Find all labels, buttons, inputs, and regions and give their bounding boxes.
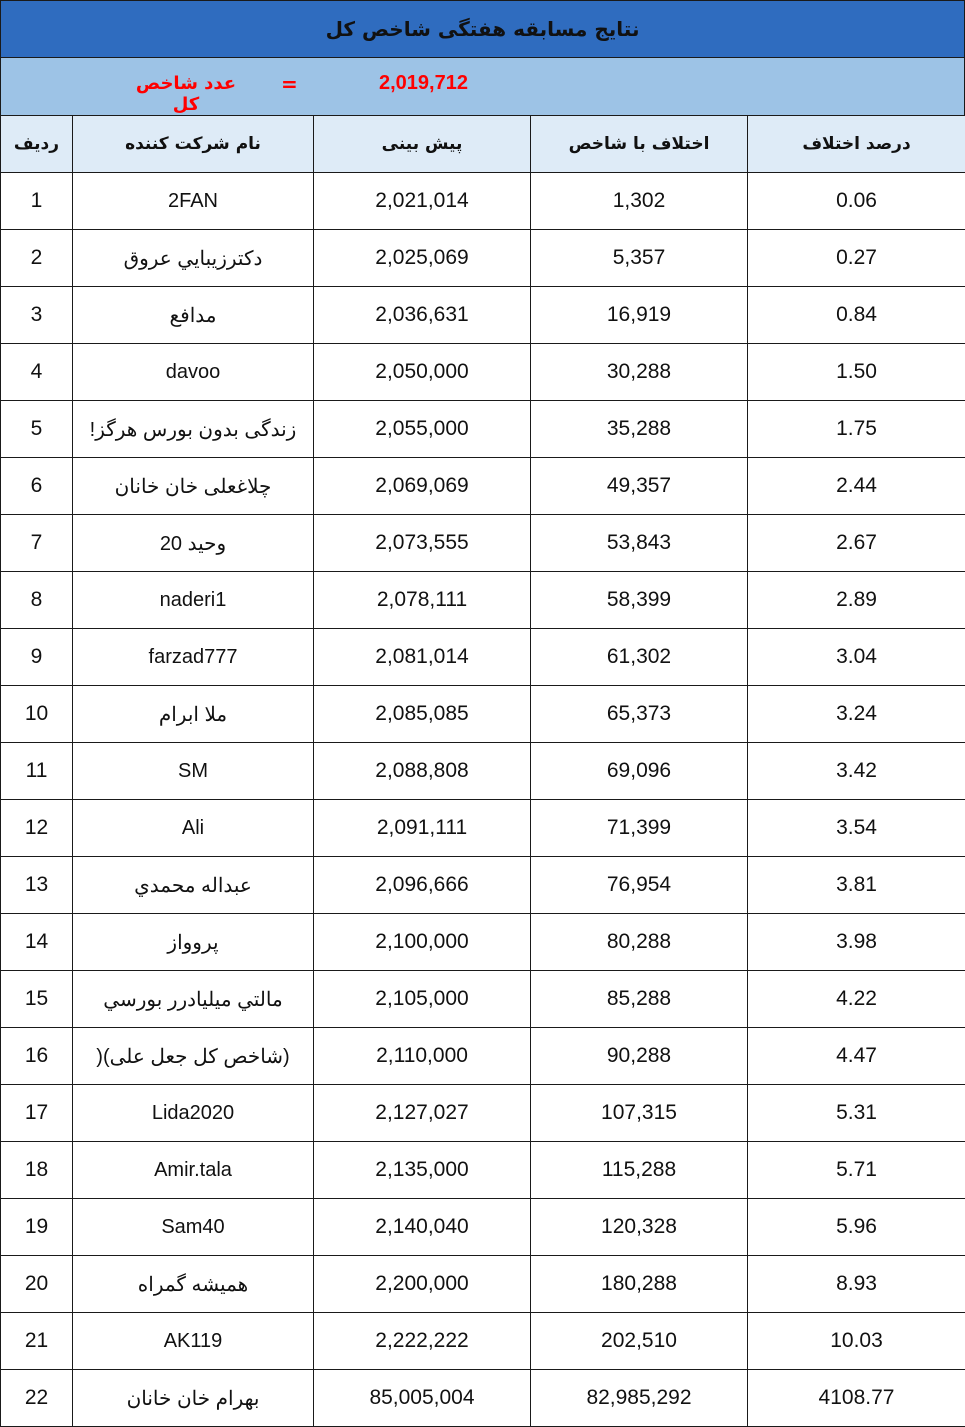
index-value: 2,019,712 bbox=[341, 72, 506, 95]
rank-cell: 12 bbox=[1, 800, 73, 857]
percent-cell: 3.98 bbox=[748, 914, 965, 971]
table-row bbox=[1, 287, 965, 344]
difference-cell: 65,373 bbox=[531, 686, 748, 743]
index-label: عدد شاخص کل bbox=[121, 73, 251, 115]
rank-cell: 2 bbox=[1, 230, 73, 287]
name-cell: naderi1 bbox=[73, 572, 314, 629]
prediction-cell: 2,135,000 bbox=[314, 1142, 531, 1199]
prediction-cell: 2,222,222 bbox=[314, 1313, 531, 1370]
rank-cell: 11 bbox=[1, 743, 73, 800]
percent-cell: 1.75 bbox=[748, 401, 965, 458]
name-cell: farzad777 bbox=[73, 629, 314, 686]
difference-cell: 30,288 bbox=[531, 344, 748, 401]
difference-cell: 180,288 bbox=[531, 1256, 748, 1313]
col-header-prediction: پیش بینی bbox=[314, 116, 531, 173]
rank-cell: 6 bbox=[1, 458, 73, 515]
prediction-cell: 2,088,808 bbox=[314, 743, 531, 800]
table-row bbox=[1, 686, 965, 743]
header-row bbox=[1, 116, 965, 173]
col-header-rank: ردیف bbox=[1, 116, 73, 173]
name-cell: 2FAN bbox=[73, 173, 314, 230]
difference-cell: 80,288 bbox=[531, 914, 748, 971]
prediction-cell: 2,081,014 bbox=[314, 629, 531, 686]
difference-cell: 53,843 bbox=[531, 515, 748, 572]
col-header-name: نام شرکت کننده bbox=[73, 116, 314, 173]
name-cell: مالتي ميليادرر بورسي bbox=[73, 971, 314, 1028]
percent-cell: 3.04 bbox=[748, 629, 965, 686]
name-cell: عبداله محمدي bbox=[73, 857, 314, 914]
table-row bbox=[1, 1199, 965, 1256]
name-cell: وحید 20 bbox=[73, 515, 314, 572]
prediction-cell: 2,078,111 bbox=[314, 572, 531, 629]
prediction-cell: 2,127,027 bbox=[314, 1085, 531, 1142]
difference-cell: 49,357 bbox=[531, 458, 748, 515]
rank-cell: 14 bbox=[1, 914, 73, 971]
prediction-cell: 2,021,014 bbox=[314, 173, 531, 230]
difference-cell: 82,985,292 bbox=[531, 1370, 748, 1427]
equals-sign: = bbox=[281, 72, 298, 96]
prediction-cell: 2,100,000 bbox=[314, 914, 531, 971]
prediction-cell: 2,200,000 bbox=[314, 1256, 531, 1313]
name-cell: AK119 bbox=[73, 1313, 314, 1370]
rank-cell: 21 bbox=[1, 1313, 73, 1370]
rank-cell: 5 bbox=[1, 401, 73, 458]
percent-cell: 2.89 bbox=[748, 572, 965, 629]
percent-cell: 0.06 bbox=[748, 173, 965, 230]
rank-cell: 3 bbox=[1, 287, 73, 344]
page-title: نتایج مسابقه هفتگی شاخص کل bbox=[326, 17, 640, 41]
percent-cell: 3.81 bbox=[748, 857, 965, 914]
name-cell: ملا ابرام bbox=[73, 686, 314, 743]
table-row bbox=[1, 458, 965, 515]
prediction-cell: 85,005,004 bbox=[314, 1370, 531, 1427]
name-cell: Ali bbox=[73, 800, 314, 857]
difference-cell: 1,302 bbox=[531, 173, 748, 230]
table-row bbox=[1, 173, 965, 230]
table-row bbox=[1, 800, 965, 857]
difference-cell: 90,288 bbox=[531, 1028, 748, 1085]
percent-cell: 5.31 bbox=[748, 1085, 965, 1142]
name-cell: زندگی بدون بورس هرگز! bbox=[73, 401, 314, 458]
table-row bbox=[1, 743, 965, 800]
name-cell: همیشه گمراه bbox=[73, 1256, 314, 1313]
difference-cell: 61,302 bbox=[531, 629, 748, 686]
difference-cell: 120,328 bbox=[531, 1199, 748, 1256]
rank-cell: 7 bbox=[1, 515, 73, 572]
title-bar bbox=[0, 0, 965, 58]
table-row bbox=[1, 515, 965, 572]
difference-cell: 76,954 bbox=[531, 857, 748, 914]
rank-cell: 16 bbox=[1, 1028, 73, 1085]
difference-cell: 115,288 bbox=[531, 1142, 748, 1199]
rank-cell: 13 bbox=[1, 857, 73, 914]
difference-cell: 202,510 bbox=[531, 1313, 748, 1370]
percent-cell: 2.67 bbox=[748, 515, 965, 572]
percent-cell: 4.47 bbox=[748, 1028, 965, 1085]
percent-cell: 1.50 bbox=[748, 344, 965, 401]
difference-cell: 107,315 bbox=[531, 1085, 748, 1142]
prediction-cell: 2,091,111 bbox=[314, 800, 531, 857]
percent-cell: 5.71 bbox=[748, 1142, 965, 1199]
prediction-cell: 2,105,000 bbox=[314, 971, 531, 1028]
prediction-cell: 2,025,069 bbox=[314, 230, 531, 287]
percent-cell: 4108.77 bbox=[748, 1370, 965, 1427]
name-cell: مدافع bbox=[73, 287, 314, 344]
percent-cell: 3.42 bbox=[748, 743, 965, 800]
prediction-cell: 2,050,000 bbox=[314, 344, 531, 401]
rank-cell: 22 bbox=[1, 1370, 73, 1427]
table-row bbox=[1, 629, 965, 686]
rank-cell: 17 bbox=[1, 1085, 73, 1142]
percent-cell: 8.93 bbox=[748, 1256, 965, 1313]
name-cell: دکترزيبايي عروق bbox=[73, 230, 314, 287]
prediction-cell: 2,036,631 bbox=[314, 287, 531, 344]
difference-cell: 35,288 bbox=[531, 401, 748, 458]
table-row bbox=[1, 1313, 965, 1370]
prediction-cell: 2,096,666 bbox=[314, 857, 531, 914]
table-body bbox=[1, 173, 965, 1427]
percent-cell: 2.44 bbox=[748, 458, 965, 515]
table-row bbox=[1, 1085, 965, 1142]
name-cell: Sam40 bbox=[73, 1199, 314, 1256]
table-row bbox=[1, 1370, 965, 1427]
rank-cell: 18 bbox=[1, 1142, 73, 1199]
prediction-cell: 2,110,000 bbox=[314, 1028, 531, 1085]
percent-cell: 0.84 bbox=[748, 287, 965, 344]
rank-cell: 20 bbox=[1, 1256, 73, 1313]
percent-cell: 0.27 bbox=[748, 230, 965, 287]
name-cell: بهرام خان خانان bbox=[73, 1370, 314, 1427]
prediction-cell: 2,140,040 bbox=[314, 1199, 531, 1256]
name-cell: چلاغعلی خان خانان bbox=[73, 458, 314, 515]
percent-cell: 5.96 bbox=[748, 1199, 965, 1256]
prediction-cell: 2,055,000 bbox=[314, 401, 531, 458]
rank-cell: 15 bbox=[1, 971, 73, 1028]
percent-cell: 3.24 bbox=[748, 686, 965, 743]
table-row bbox=[1, 857, 965, 914]
rank-cell: 4 bbox=[1, 344, 73, 401]
percent-cell: 10.03 bbox=[748, 1313, 965, 1370]
col-header-difference: اختلاف با شاخص bbox=[531, 116, 748, 173]
table-row bbox=[1, 1256, 965, 1313]
percent-cell: 3.54 bbox=[748, 800, 965, 857]
index-bar bbox=[0, 58, 965, 115]
rank-cell: 1 bbox=[1, 173, 73, 230]
table-row bbox=[1, 230, 965, 287]
percent-cell: 4.22 bbox=[748, 971, 965, 1028]
difference-cell: 58,399 bbox=[531, 572, 748, 629]
rank-cell: 10 bbox=[1, 686, 73, 743]
table-row bbox=[1, 401, 965, 458]
table-row bbox=[1, 971, 965, 1028]
table-row bbox=[1, 1028, 965, 1085]
difference-cell: 85,288 bbox=[531, 971, 748, 1028]
table-row bbox=[1, 1142, 965, 1199]
table-row bbox=[1, 344, 965, 401]
name-cell: davoo bbox=[73, 344, 314, 401]
col-header-percent: درصد اختلاف bbox=[748, 116, 965, 173]
table-row bbox=[1, 572, 965, 629]
name-cell: (شاخص کل جعل علی)( bbox=[73, 1028, 314, 1085]
difference-cell: 16,919 bbox=[531, 287, 748, 344]
rank-cell: 9 bbox=[1, 629, 73, 686]
difference-cell: 69,096 bbox=[531, 743, 748, 800]
name-cell: Amir.tala bbox=[73, 1142, 314, 1199]
rank-cell: 8 bbox=[1, 572, 73, 629]
name-cell: SM bbox=[73, 743, 314, 800]
difference-cell: 5,357 bbox=[531, 230, 748, 287]
name-cell: Lida2020 bbox=[73, 1085, 314, 1142]
prediction-cell: 2,073,555 bbox=[314, 515, 531, 572]
prediction-cell: 2,069,069 bbox=[314, 458, 531, 515]
difference-cell: 71,399 bbox=[531, 800, 748, 857]
prediction-cell: 2,085,085 bbox=[314, 686, 531, 743]
rank-cell: 19 bbox=[1, 1199, 73, 1256]
table-row bbox=[1, 914, 965, 971]
name-cell: پروواز bbox=[73, 914, 314, 971]
results-table bbox=[0, 115, 965, 1427]
